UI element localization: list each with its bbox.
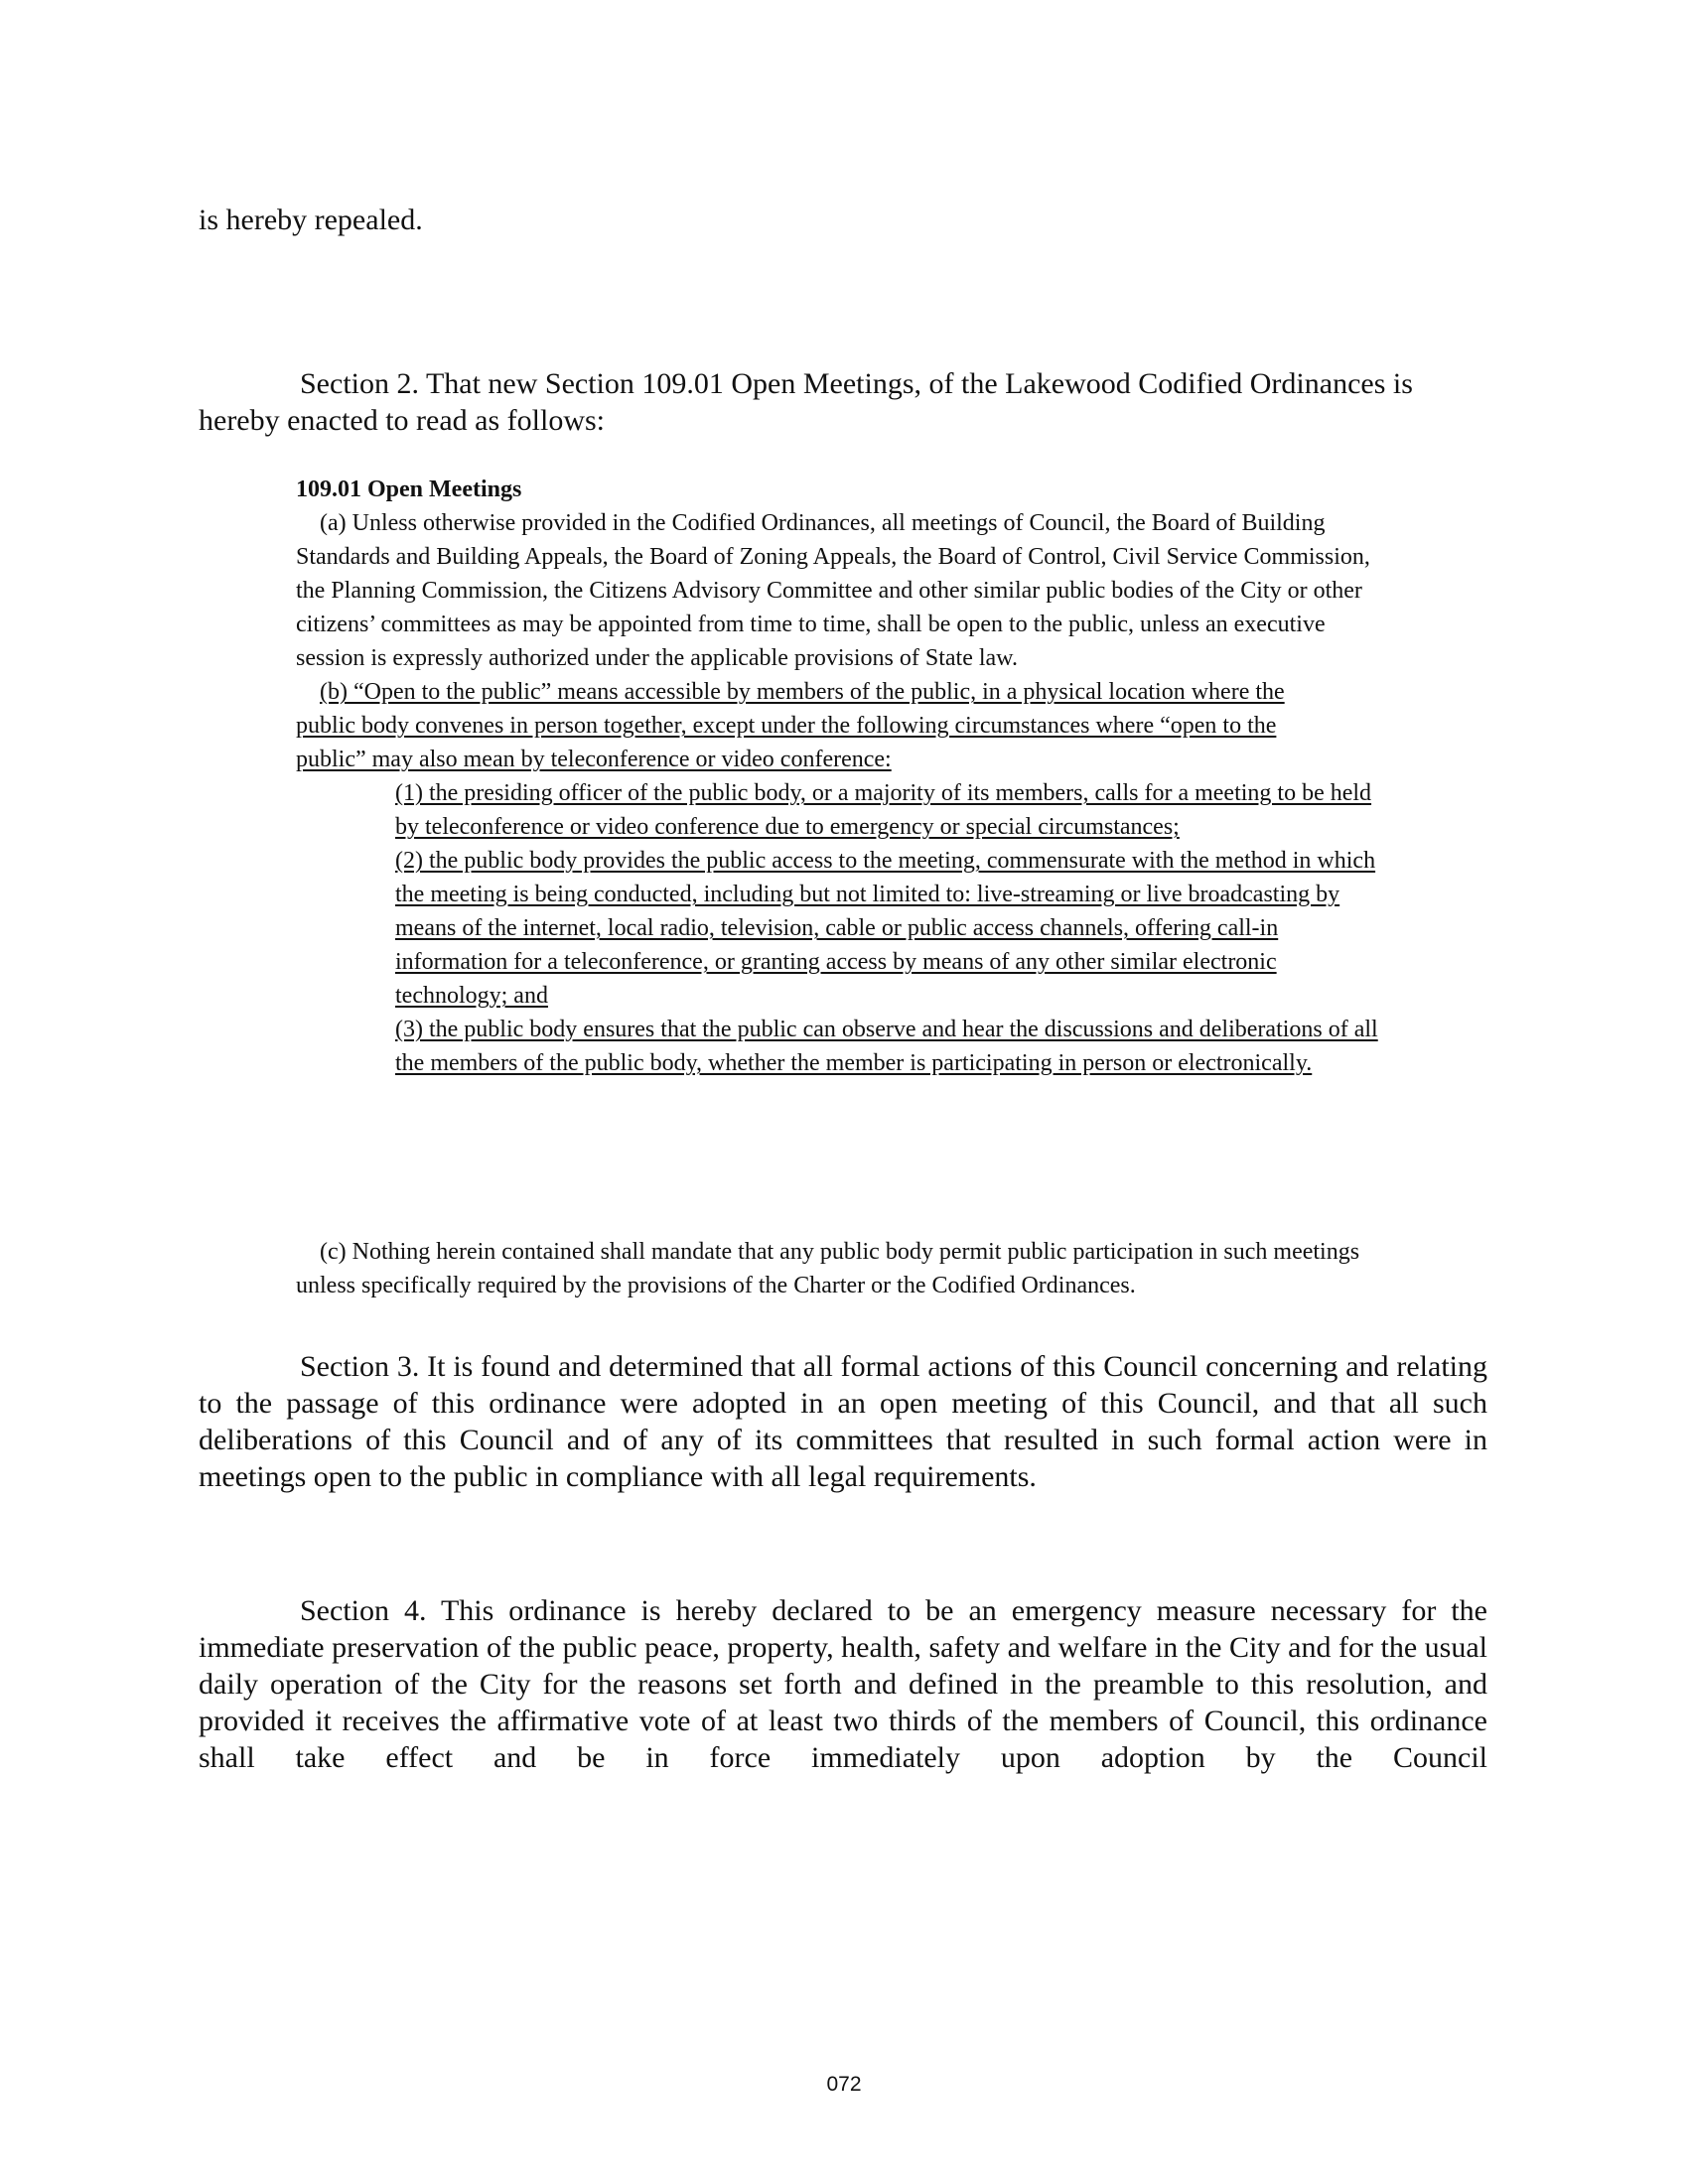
ordinance-item-1: (1) the presiding officer of the public body, or a majority of its members, calls for a meeting to be held by teleconference or video conference due to emergency or special circumstances; <box>395 780 1372 840</box>
section-3-paragraph: Section 3. It is found and determined that all formal actions of this Council concerning and relating to the passage of this ordinance were adopted in an open meeting of this Council, and that all such deliberations of this Council and of any of its committees that resulted in such formal action were in meetings open to the public in compliance with all legal requirements. <box>199 1350 1487 1493</box>
page-number: 072 <box>826 2073 862 2096</box>
ordinance-paragraph-b-list <box>395 776 1388 1080</box>
ordinance-paragraph-c: (c) Nothing herein contained shall mandate that any public body permit public participation in such meetings unless specifically required by the provisions of the Charter or the Codified Ordinances. <box>296 1239 1360 1298</box>
ordinance-109-01 <box>296 473 1398 1080</box>
section-4-paragraph: Section 4. This ordinance is hereby declared to be an emergency measure necessary for the immediate preservation of the public peace, property, health, safety and welfare in the City and for the usual daily operation of the City for the reasons set forth and defined in the preamble to this resolution, and provided it receives the affirmative vote of at least two thirds of the members of Council, this ordinance shall take effect and be in force immediately upon adoption by the Council <box>199 1594 1487 1774</box>
ordinance-paragraph-b: (b) “Open to the public” means accessible by members of the public, in a physical location where the public body convenes in person together, except under the following circumstances where “open to the public” may also mean by teleconference or video conference: <box>296 679 1285 772</box>
ordinance-paragraph-a: (a) Unless otherwise provided in the Codified Ordinances, all meetings of Council, the Board of Building Standards and Building Appeals, the Board of Zoning Appeals, the Board of Control, Civil Service Commission, the Planning Commission, the Citizens Advisory Committee and other similar public bodies of the City or other citizens’ committees as may be appointed from time to time, shall be open to the public, unless an executive session is expressly authorized under the applicable provisions of State law. <box>296 510 1370 671</box>
section-2-paragraph: Section 2. That new Section 109.01 Open Meetings, of the Lakewood Codified Ordinances is hereby enacted to read as follows: <box>199 367 1413 437</box>
ordinance-title: 109.01 Open Meetings <box>296 477 522 502</box>
ordinance-item-3: (3) the public body ensures that the public can observe and hear the discussions and deliberations of all the members of the public body, whether the member is participating in person or electronically. <box>395 1017 1378 1076</box>
ordinance-item-2: (2) the public body provides the public access to the meeting, commensurate with the method in which the meeting is being conducted, including but not limited to: live-streaming or live broadcasting by means of the internet, local radio, television, cable or public access channels, offering call-in information for a teleconference, or granting access by means of any other similar electronic technology; and <box>395 848 1376 1009</box>
continuation-text: is hereby repealed. <box>199 204 423 236</box>
